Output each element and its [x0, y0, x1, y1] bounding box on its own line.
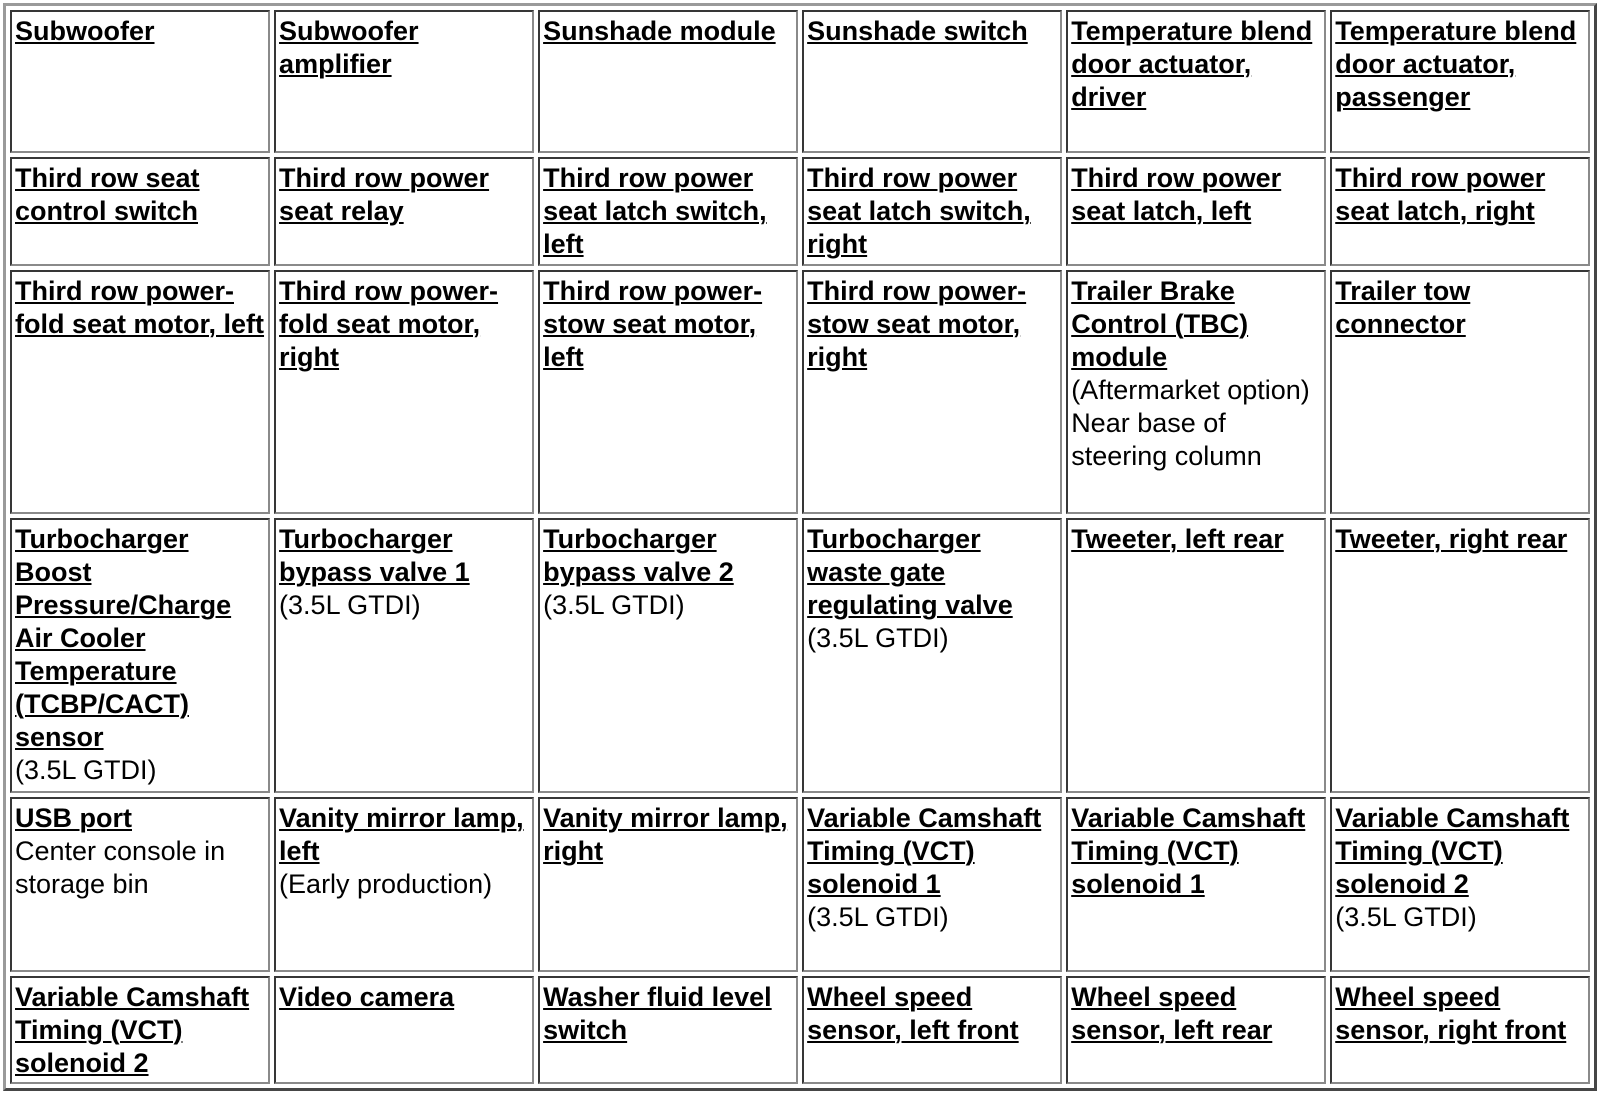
component-link[interactable]: Third row power seat latch switch, right: [807, 163, 1031, 260]
table-cell: [538, 270, 798, 515]
component-note: (3.5L GTDI): [279, 590, 421, 621]
table-cell: [274, 10, 534, 153]
table-cell: [10, 157, 270, 265]
table-cell: [1066, 157, 1326, 265]
component-link[interactable]: Sunshade switch: [807, 16, 1028, 46]
component-link[interactable]: Wheel speed sensor, left front: [807, 981, 1019, 1045]
table-cell: [1066, 976, 1326, 1084]
component-link[interactable]: Third row power seat latch switch, left: [543, 163, 767, 260]
table-cell: [10, 518, 270, 793]
component-note: (3.5L GTDI): [543, 590, 685, 621]
component-link[interactable]: Third row power seat latch, right: [1335, 163, 1546, 227]
component-link[interactable]: Turbocharger Boost Pressure/Charge Air Cooler Temperature (TCBP/CACT) sensor: [15, 524, 232, 753]
table-cell: [1066, 270, 1326, 515]
table-cell: [802, 976, 1062, 1084]
component-link[interactable]: Turbocharger bypass valve 1: [279, 524, 470, 588]
table-cell: [538, 797, 798, 971]
table-cell: [274, 157, 534, 265]
table-cell: [10, 10, 270, 153]
table-row: [10, 976, 1590, 1084]
table-row: [10, 797, 1590, 971]
component-link[interactable]: Turbocharger bypass valve 2: [543, 524, 734, 588]
component-link[interactable]: Sunshade module: [543, 16, 776, 46]
component-link[interactable]: Third row power-fold seat motor, right: [279, 275, 499, 372]
table-cell: [274, 518, 534, 793]
table-cell: [1330, 976, 1590, 1084]
component-location-table: [3, 3, 1597, 1091]
component-note: (Early production): [279, 869, 493, 900]
table-cell: [802, 10, 1062, 153]
table-cell: [10, 976, 270, 1084]
component-link[interactable]: Variable Camshaft Timing (VCT) solenoid 1: [807, 803, 1042, 900]
component-link[interactable]: Third row power-stow seat motor, left: [543, 275, 763, 372]
table-cell: [274, 270, 534, 515]
component-link[interactable]: Vanity mirror lamp, left: [279, 803, 524, 867]
component-link[interactable]: Vanity mirror lamp, right: [543, 803, 788, 867]
component-link[interactable]: Tweeter, left rear: [1071, 524, 1284, 555]
table-cell: [1066, 518, 1326, 793]
component-note: Center console in storage bin: [15, 836, 226, 900]
component-link[interactable]: Turbocharger waste gate regulating valve: [807, 524, 1013, 621]
table-cell: [1066, 797, 1326, 971]
table-cell: [538, 976, 798, 1084]
component-note: (3.5L GTDI): [1335, 902, 1477, 933]
component-link[interactable]: USB port: [15, 803, 132, 834]
component-note: (3.5L GTDI): [807, 623, 949, 654]
table-cell: [538, 10, 798, 153]
component-link[interactable]: Wheel speed sensor, left rear: [1071, 981, 1273, 1045]
component-link[interactable]: Trailer tow connector: [1335, 275, 1471, 339]
table-cell: [802, 270, 1062, 515]
table-cell: [1330, 270, 1590, 515]
table-row: [10, 270, 1590, 515]
table-cell: [1330, 797, 1590, 971]
component-note: (3.5L GTDI): [15, 755, 157, 786]
component-note: (3.5L GTDI): [807, 902, 949, 933]
table-cell: [1330, 157, 1590, 265]
component-link[interactable]: Third row power seat relay: [279, 163, 490, 227]
table-cell: [802, 797, 1062, 971]
component-link[interactable]: Subwoofer amplifier: [279, 16, 419, 79]
component-link[interactable]: Wheel speed sensor, right front: [1335, 981, 1567, 1045]
table-cell: [802, 518, 1062, 793]
table-row: [10, 157, 1590, 265]
component-link[interactable]: Trailer Brake Control (TBC) module: [1071, 275, 1249, 372]
table-cell: [802, 157, 1062, 265]
component-link[interactable]: Variable Camshaft Timing (VCT) solenoid 2: [15, 981, 250, 1078]
component-link[interactable]: Temperature blend door actuator, driver: [1071, 16, 1313, 112]
table-cell: [1066, 10, 1326, 153]
component-link[interactable]: Temperature blend door actuator, passenger: [1335, 16, 1577, 112]
table-row: [10, 10, 1590, 153]
table-cell: [274, 976, 534, 1084]
component-link[interactable]: Third row power-stow seat motor, right: [807, 275, 1027, 372]
component-link[interactable]: Third row power seat latch, left: [1071, 163, 1282, 227]
table-cell: [10, 270, 270, 515]
component-note: Near base of steering column: [1071, 407, 1262, 471]
component-link[interactable]: Subwoofer: [15, 16, 155, 46]
table-cell: [538, 518, 798, 793]
component-link[interactable]: Tweeter, right rear: [1335, 524, 1568, 555]
table-cell: [10, 797, 270, 971]
component-link[interactable]: Third row power-fold seat motor, left: [15, 275, 265, 339]
table-cell: [1330, 518, 1590, 793]
component-link[interactable]: Third row seat control switch: [15, 163, 200, 227]
table-row: [10, 518, 1590, 793]
component-note: (Aftermarket option): [1071, 374, 1310, 405]
table-cell: [274, 797, 534, 971]
component-link[interactable]: Variable Camshaft Timing (VCT) solenoid 1: [1071, 803, 1306, 900]
table-cell: [1330, 10, 1590, 153]
table-cell: [538, 157, 798, 265]
component-link[interactable]: Variable Camshaft Timing (VCT) solenoid 2: [1335, 803, 1570, 900]
component-link[interactable]: Video camera: [279, 981, 455, 1012]
component-link[interactable]: Washer fluid level switch: [543, 981, 772, 1045]
